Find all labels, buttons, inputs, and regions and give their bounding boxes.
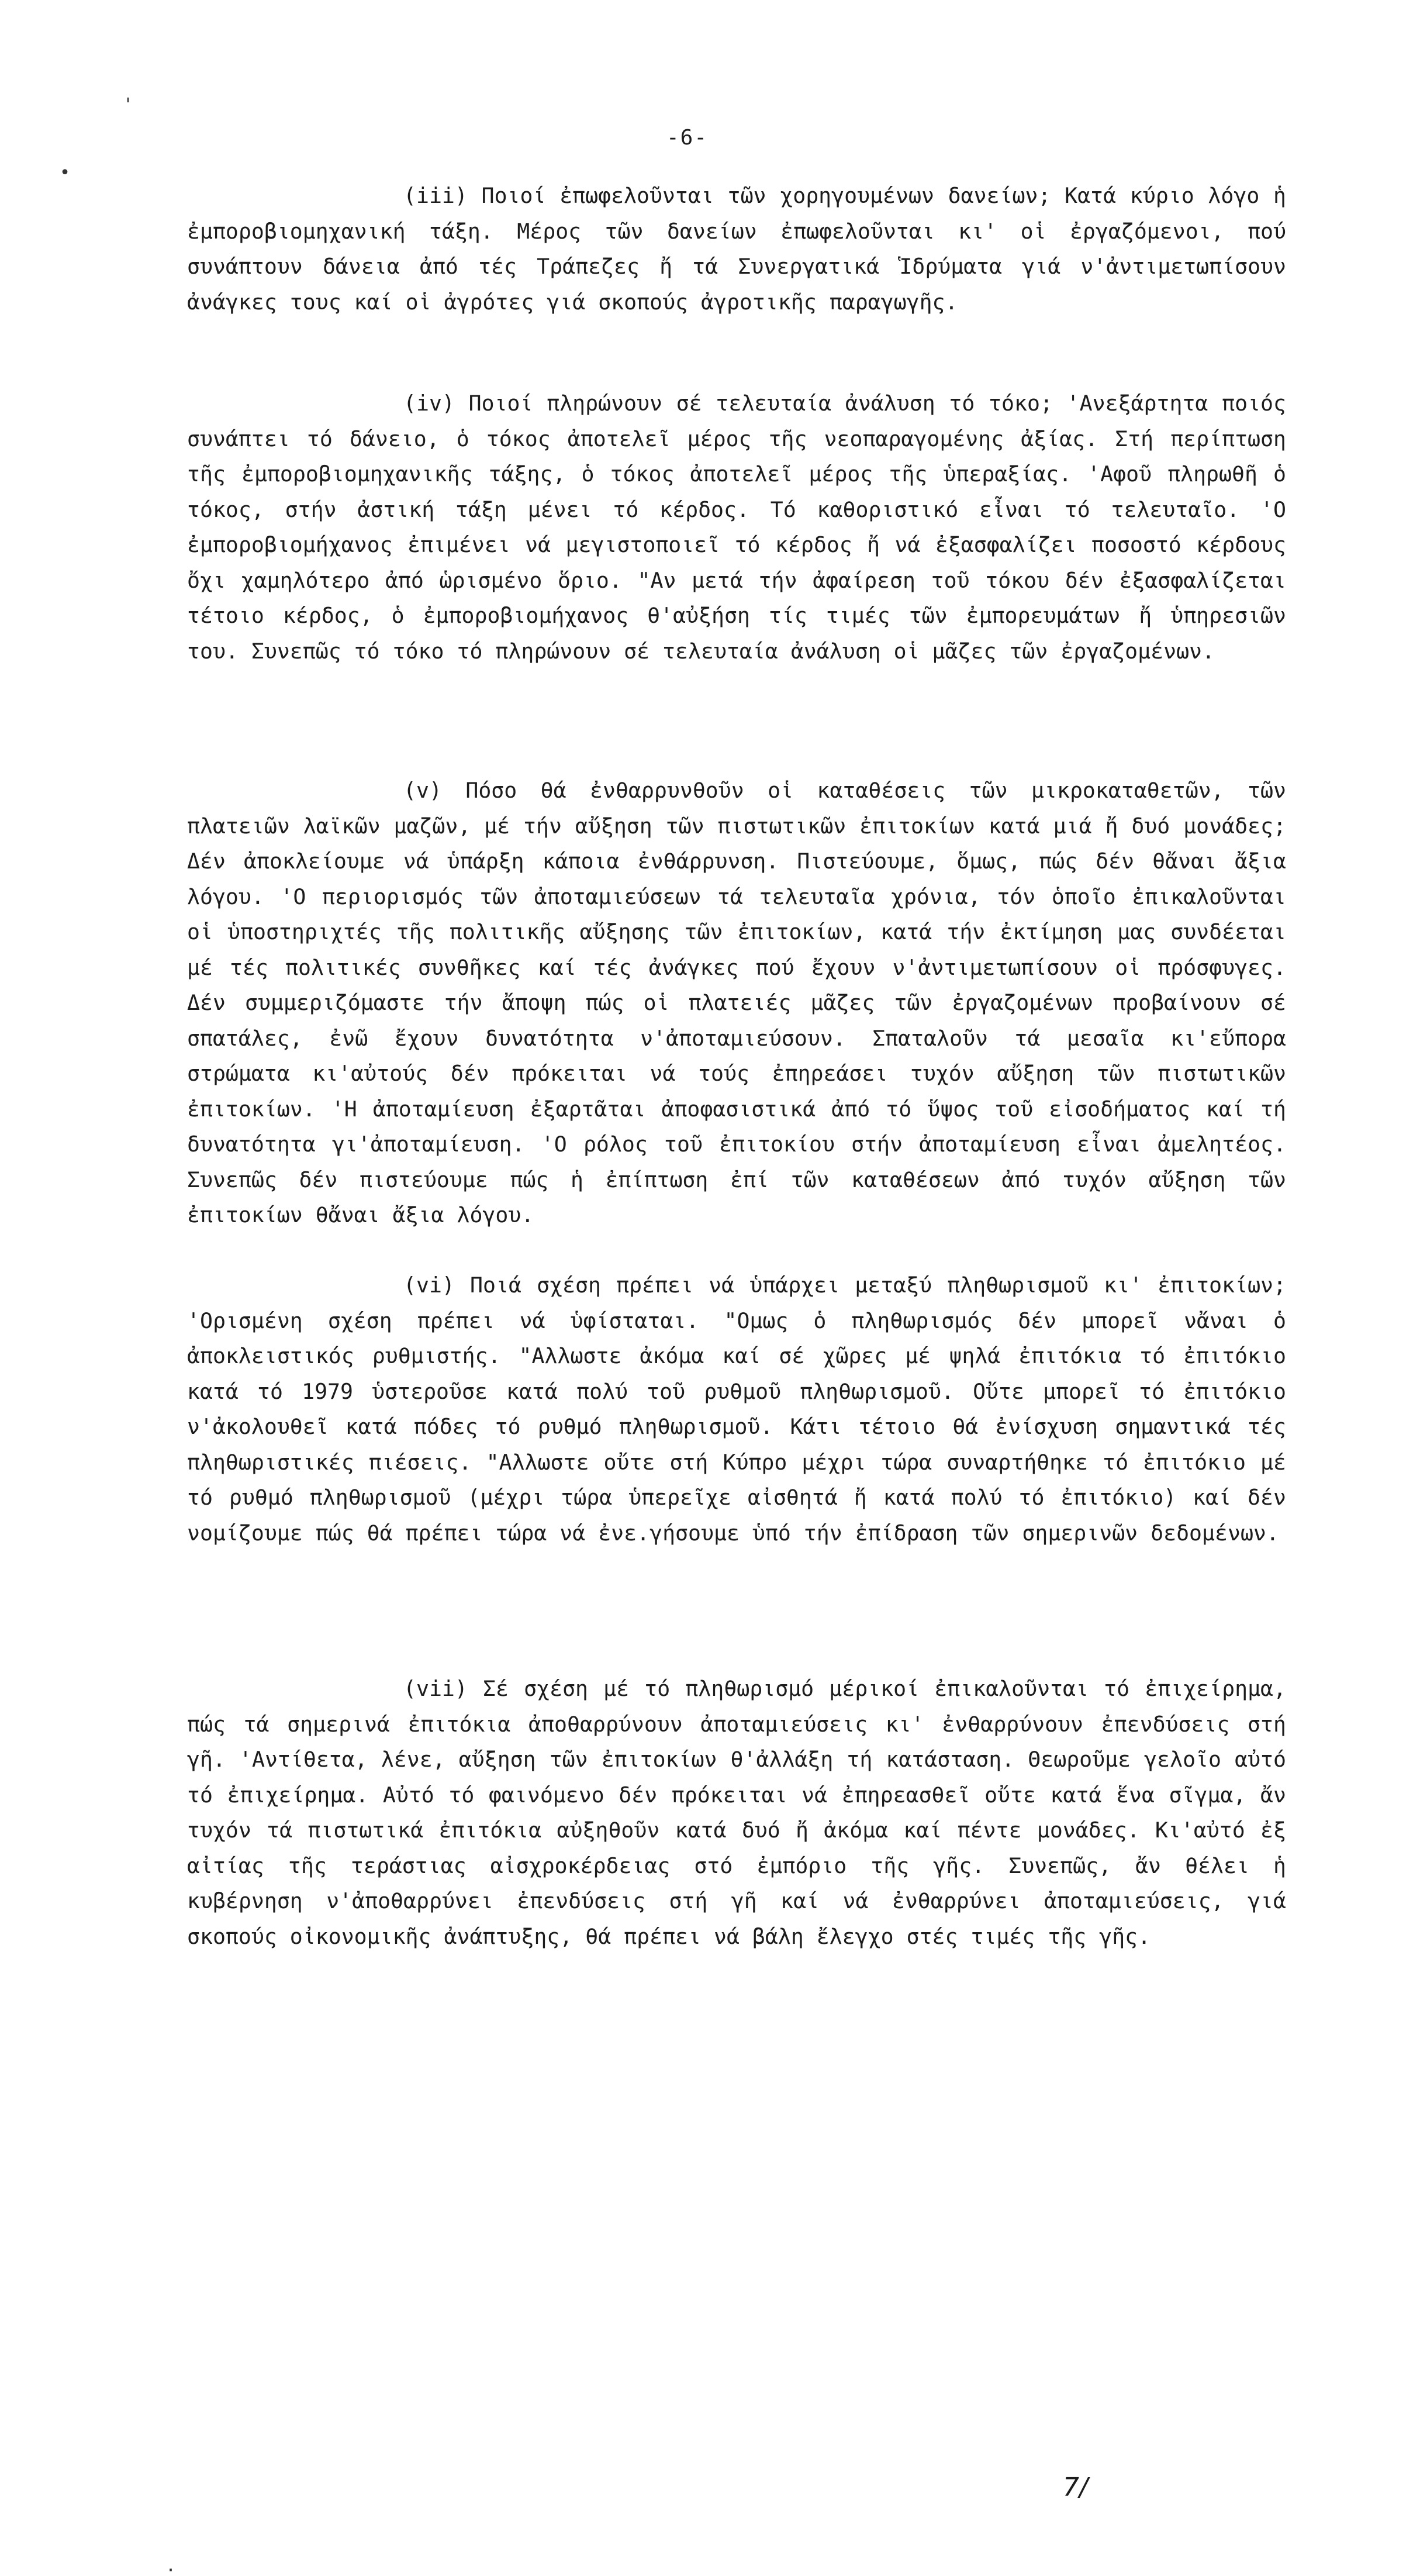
margin-dot-mark: . <box>165 2556 177 2576</box>
section-v <box>187 773 1286 1233</box>
section-vi <box>187 1268 1286 1551</box>
section-iii <box>187 178 1286 320</box>
margin-bullet-mark: • <box>60 163 71 183</box>
section-iii-text: (iii) Ποιοί ἐπωφελοῦνται τῶν χορηγουμένων δανείων; Κατά κύριο λόγο ἡ ἐμποροβιομηχανική τάξη. Μέρος τῶν δανείων ἐπωφελοῦνται κι' οἱ ἐργαζόμενοι, πού συνάπτουν δάνεια ἀπό τές Τράπεζες ἤ τά Συνεργατικά Ἱδρύματα γιά ν'ἀντιμετωπίσουν ἀνάγκες τους καί οἱ ἀγρότες γιά σκοπούς ἀγροτικῆς παραγωγῆς. <box>187 183 1286 315</box>
page-number: -6- <box>666 126 709 150</box>
section-v-text: (v) Πόσο θά ἐνθαρρυνθοῦν οἱ καταθέσεις τῶν μικροκαταθετῶν, τῶν πλατειῶν λαϊκῶν μαζῶν, μέ τήν αὔξηση τῶν πιστωτικῶν ἐπιτοκίων κατά μιά ἤ δυό μονάδες; Δέν ἀποκλείουμε νά ὑπάρξη κάποια ἐνθάρρυνση. Πιστεύουμε, ὅμως, πώς δέν θἄναι ἄξια λόγου. 'Ο περιορισμός τῶν ἀποταμιεύσεων τά τελευταῖα χρόνια, τόν ὁποῖο ἐπικαλοῦνται οἱ ὑποστηριχτές τῆς πολιτικῆς αὔξησης τῶν ἐπιτοκίων, κατά τήν ἐκτίμηση μας συνδέεται μέ τές πολιτικές συνθῆκες καί τές ἀνάγκες πού ἔχουν ν'ἀντιμετωπίσουν οἱ πρόσφυγες. Δέν συμμεριζόμαστε τήν ἄποψη πώς οἱ πλατειές μᾶζες τῶν ἐργαζομένων προβαίνουν σέ σπατάλες, ἐνῶ ἔχουν δυνατότητα ν'ἀποταμιεύσουν. Σπαταλοῦν τά μεσαῖα κι'εὔπορα στρώματα κι'αὐτούς δέν πρόκειται νά τούς ἐπηρεάσει τυχόν αὔξηση τῶν πιστωτικῶν ἐπιτοκίων. 'Η ἀποταμίευση ἐξαρτᾶται ἀποφασιστικά ἀπό τό ὕψος τοῦ εἰσοδήματος καί τή δυνατότητα γι'ἀποταμίευση. 'Ο ρόλος τοῦ ἐπιτοκίου στήν ἀποταμίευση εἶναι ἀμελητέος. Συνεπῶς δέν πιστεύουμε πώς ἡ ἐπίπτωση ἐπί τῶν καταθέσεων ἀπό τυχόν αὔξηση τῶν ἐπιτοκίων θἄναι ἄξια λόγου. <box>187 778 1286 1227</box>
section-vii <box>187 1671 1286 1954</box>
section-iv <box>187 386 1286 669</box>
continuation-page-marker: 7/ <box>1063 2472 1088 2502</box>
section-vi-text: (vi) Ποιά σχέση πρέπει νά ὑπάρχει μεταξύ πληθωρισμοῦ κι' ἐπιτοκίων; 'Ορισμένη σχέση πρέπει νά ὑφίσταται. "Ομως ὁ πληθωρισμός δέν μπορεῖ νἄναι ὁ ἀποκλειστικός ρυθμιστής. "Αλλωστε ἀκόμα καί σέ χῶρες μέ ψηλά ἐπιτόκια τό ἐπιτόκιο κατά τό 1979 ὑστεροῦσε κατά πολύ τοῦ ρυθμοῦ πληθωρισμοῦ. Οὔτε μπορεῖ τό ἐπιτόκιο ν'ἀκολουθεῖ κατά πόδες τό ρυθμό πληθωρισμοῦ. Κάτι τέτοιο θά ἐνίσχυση σημαντικά τές πληθωριστικές πιέσεις. "Αλλωστε οὔτε στή Κύπρο μέχρι τώρα συναρτήθηκε τό ἐπιτόκιο μέ τό ρυθμό πληθωρισμοῦ (μέχρι τώρα ὑπερεῖχε αἰσθητά ἤ κατά πολύ τό ἐπιτόκιο) καί δέν νομίζουμε πώς θά πρέπει τώρα νά ἐνε.γήσουμε ὑπό τήν ἐπίδραση τῶν σημερινῶν δεδομένων. <box>187 1273 1286 1546</box>
margin-mark: ' <box>123 95 134 115</box>
section-iv-text: (iv) Ποιοί πληρώνουν σέ τελευταία ἀνάλυση τό τόκο; 'Ανεξάρτητα ποιός συνάπτει τό δάνειο, ὁ τόκος ἀποτελεῖ μέρος τῆς νεοπαραγομένης ἀξίας. Στή περίπτωση τῆς ἐμποροβιομηχανικῆς τάξης, ὁ τόκος ἀποτελεῖ μέρος τῆς ὑπεραξίας. 'Αφοῦ πληρωθῆ ὁ τόκος, στήν ἀστική τάξη μένει τό κέρδος. Τό καθοριστικό εἶναι τό τελευταῖο. 'Ο ἐμποροβιομήχανος ἐπιμένει νά μεγιστοποιεῖ τό κέρδος ἤ νά ἐξασφαλίζει ποσοστό κέρδους ὄχι χαμηλότερο ἀπό ὡρισμένο ὅριο. "Αν μετά τήν ἀφαίρεση τοῦ τόκου δέν ἐξασφαλίζεται τέτοιο κέρδος, ὁ ἐμποροβιομήχανος θ'αὐξήση τίς τιμές τῶν ἐμπορευμάτων ἤ ὑπηρεσιῶν του. Συνεπῶς τό τόκο τό πληρώνουν σέ τελευταία ἀνάλυση οἱ μᾶζες τῶν ἐργαζομένων. <box>187 391 1286 664</box>
section-vii-text: (vii) Σέ σχέση μέ τό πληθωρισμό μέρικοί ἐπικαλοῦνται τό ἐπιχείρημα, πώς τά σημερινά ἐπιτόκια ἀποθαρρύνουν ἀποταμιεύσεις κι' ἐνθαρρύνουν ἐπενδύσεις στή γῆ. 'Αντίθετα, λένε, αὔξηση τῶν ἐπιτοκίων θ'ἀλλάξη τή κατάσταση. Θεωροῦμε γελοῖο αὐτό τό ἐπιχείρημα. Αὐτό τό φαινόμενο δέν πρόκειται νά ἐπηρεασθεῖ οὔτε κατά ἕνα σῖγμα, ἄν τυχόν τά πιστωτικά ἐπιτόκια αὐξηθοῦν κατά δυό ἤ ἀκόμα καί πέντε μονάδες. Κι'αὐτό ἐξ αἰτίας τῆς τεράστιας αἰσχροκέρδειας στό ἐμπόριο τῆς γῆς. Συνεπῶς, ἄν θέλει ἡ κυβέρνηση ν'ἀποθαρρύνει ἐπενδύσεις στή γῆ καί νά ἐνθαρρύνει ἀποταμιεύσεις, γιά σκοπούς οἰκονομικῆς ἀνάπτυξης, θά πρέπει νά βάλη ἔλεγχο στές τιμές τῆς γῆς. <box>187 1676 1286 1949</box>
